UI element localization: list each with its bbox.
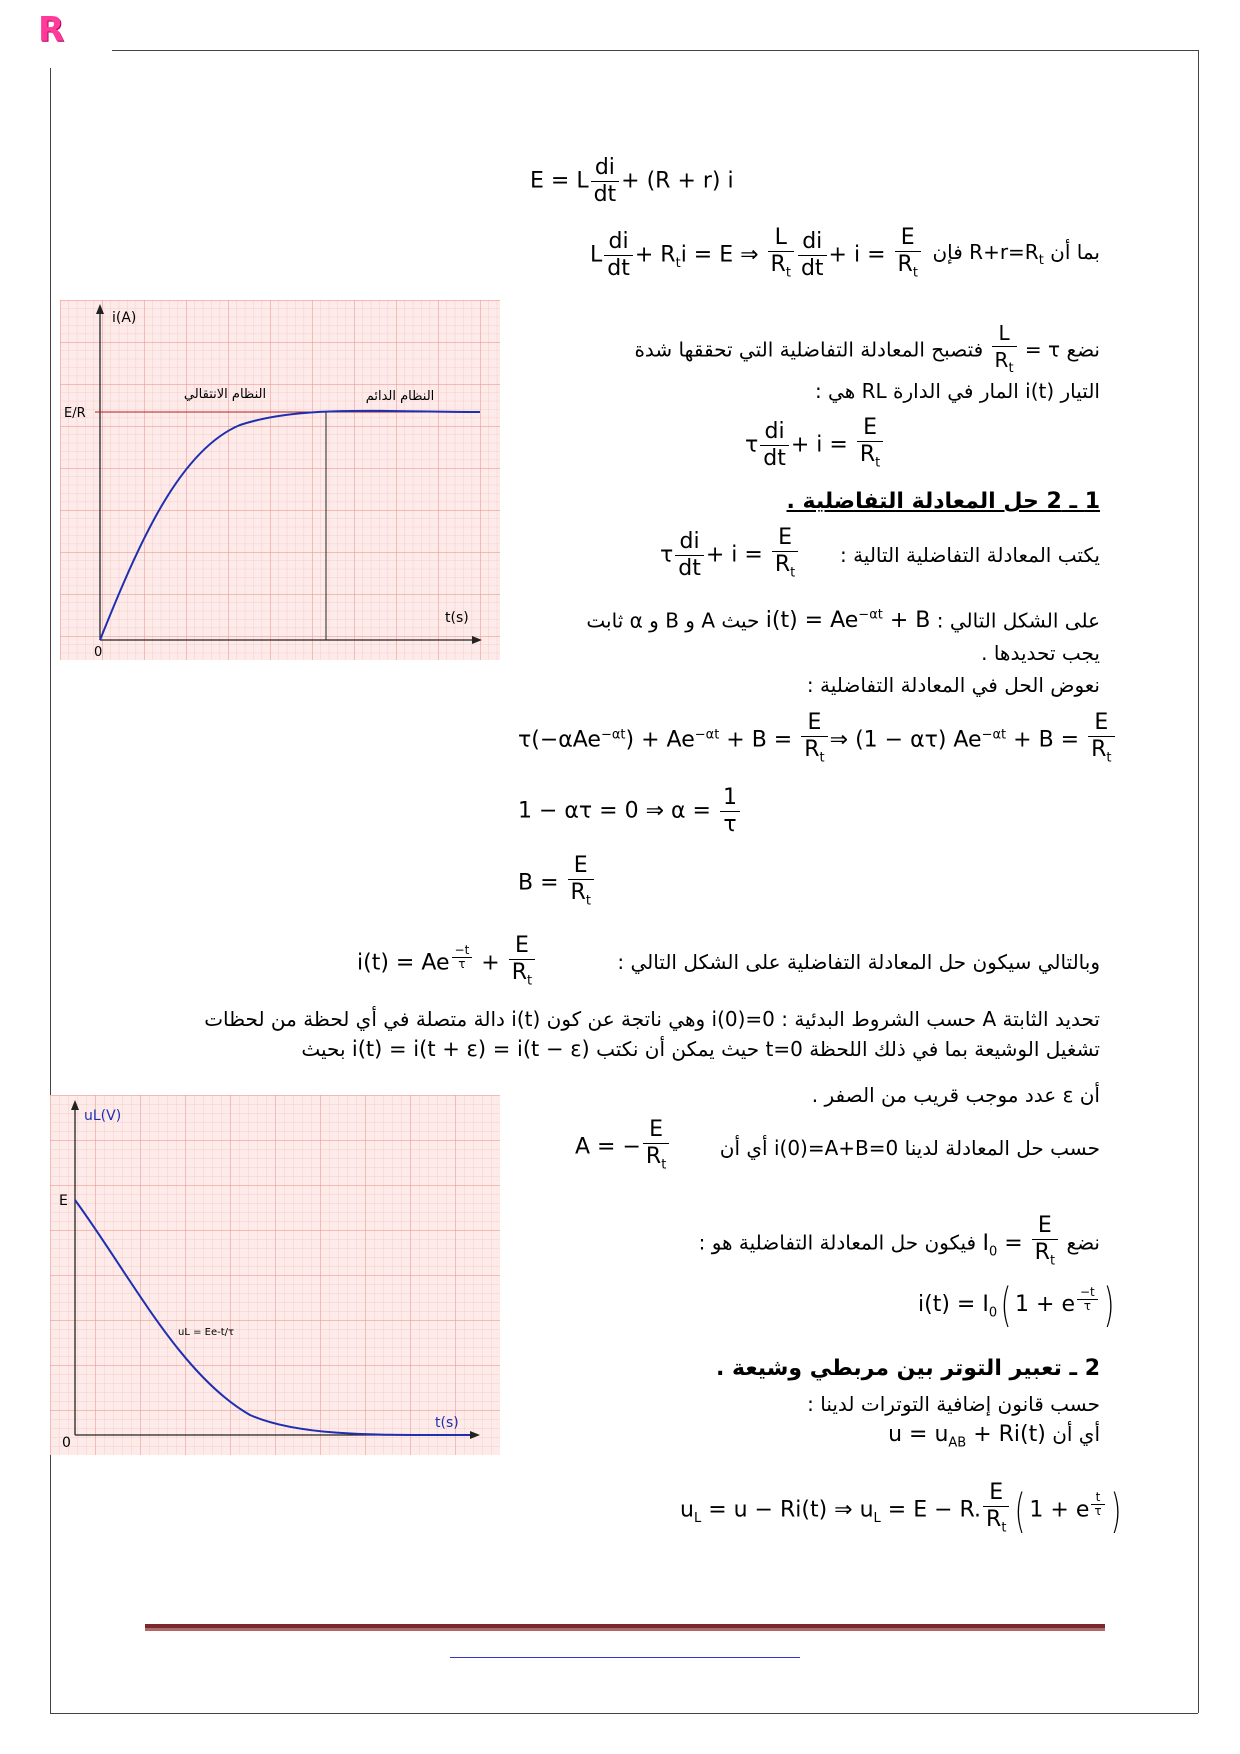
frame-top-border (112, 50, 1198, 51)
equation-B: B = $\frac{E}{R_t}$ (518, 853, 596, 914)
equation-uL: $u_L = u - Ri(t)$ ⇒ $u_L = E - R$. $\frac{E}{R_t}$ ( 1 + e $^{\frac{t}{\tau}}$ ) (680, 1480, 1121, 1538)
text-since-line: بما أن $R+r=R_t$ فإن (932, 240, 1100, 268)
xlabel: t(s) (445, 610, 469, 626)
footer-link-underline[interactable] (450, 1657, 800, 1658)
frame-left-border (50, 68, 51, 1713)
asymptote-label: E/R (64, 406, 86, 421)
transient-label: النظام الانتقالي (183, 387, 267, 402)
graph-current-rise (60, 300, 500, 660)
text-writes-line: يكتب المعادلة التفاضلية التالية : (839, 543, 1100, 567)
footer-bar (145, 1624, 1105, 1631)
logo: R (38, 10, 65, 50)
text-current-line: التيار i(t) المار في الدارة RL هي : (814, 379, 1100, 403)
graph-coil-voltage (50, 1095, 500, 1455)
text-must-determine: يجب تحديدها . (981, 641, 1100, 665)
text-form-line: على الشكل التالي : $i(t) = Ae^{-\alpha t} + B$ حيث A و B و α ثابت (586, 608, 1100, 634)
frame-right-border (1198, 50, 1199, 1713)
text-put-I0: نضع $I_0$ = $\frac{E}{R_t}$ فيكون حل المعادلة التفاضلية هو : (698, 1213, 1100, 1269)
start-label: E (59, 1193, 68, 1209)
equation-differential-2: τ $\frac{di}{dt}$ + i = $\frac{E}{R_t}$ (660, 525, 800, 586)
equation-substitution: L $\frac{di}{dt}$ + $R_ti = E$ ⇒ $\frac{L}{R_t}$ $\frac{di}{dt}$ + i = $\frac{E}{R_t}$ (590, 225, 923, 286)
equation-A: A = − $\frac{E}{R_t}$ (575, 1117, 671, 1178)
origin-label: 0 (62, 1435, 71, 1451)
equation-final-solution: $i(t) = I_0$( 1 + e $^{\frac{-t}{\tau}}$ ) (918, 1278, 1115, 1332)
text-determine-A: تحديد الثابتة A حسب الشروط البدئية : i(0)=0 وهي ناتجة عن كون i(t) دالة متصلة في أي لحظة من لحظات تشغيل الوشيعة بما في ذلك اللحظة t=0 حيث يمكن أن نكتب i(t) = i(t + ε) = i(t − ε) بحيث (204, 1007, 1100, 1061)
heading-solve-differential: 1 ـ 2 حل المعادلة التفاضلية . (786, 489, 1100, 514)
ylabel: uL(V) (84, 1108, 122, 1124)
text-put-tau-line: نضع τ = $\frac{L}{R_t}$ فتصبح المعادلة التفاضلية التي تحققها شدة (634, 321, 1100, 376)
text-meaning: أي أن $u = u_{AB} + Ri(t)$ (888, 1422, 1100, 1451)
curve-label: uL = Ee-t/τ (178, 1327, 235, 1338)
origin-label: 0 (94, 645, 103, 660)
text-epsilon: أن ε عدد موجب قريب من الصفر . (811, 1083, 1100, 1107)
equation-general-solution: i(t) = Ae $^{\frac{-t}{\tau}}$ + $\frac{E}{R_t}$ (357, 933, 537, 994)
text-voltage-law: حسب قانون إضافية التوترات لدينا : (807, 1392, 1100, 1416)
text-therefore: وبالتالي سيكون حل المعادلة التفاضلية على الشكل التالي : (617, 950, 1100, 974)
frame-bottom-border (50, 1713, 1198, 1714)
xlabel: t(s) (435, 1415, 459, 1431)
equation-circuit-law: E = L $\frac{di}{dt}$ + (R + r) i (530, 155, 734, 207)
text-by-solution: حسب حل المعادلة لدينا i(0)=A+B=0 أي أن (719, 1136, 1100, 1160)
heading-coil-voltage: 2 ـ تعبير التوتر بين مربطي وشيعة . (716, 1356, 1100, 1381)
text-substitute: نعوض الحل في المعادلة التفاضلية : (806, 673, 1100, 697)
equation-substituted: $\tau(-\alpha Ae^{-\alpha t}) + Ae^{-\alpha t} + B$ = $\frac{E}{R_t}$ ⇒ (1 − ατ) $Ae^{-\alpha t} + B$ = $\frac{E}{R_t}$ (518, 710, 1117, 771)
steady-label: النظام الدائم (365, 389, 435, 404)
equation-differential: τ $\frac{di}{dt}$ + i = $\frac{E}{R_t}$ (745, 415, 885, 476)
ylabel: i(A) (112, 310, 137, 326)
equation-alpha: 1 − ατ = 0 ⇒ α = $\frac{1}{\tau}$ (518, 785, 742, 838)
